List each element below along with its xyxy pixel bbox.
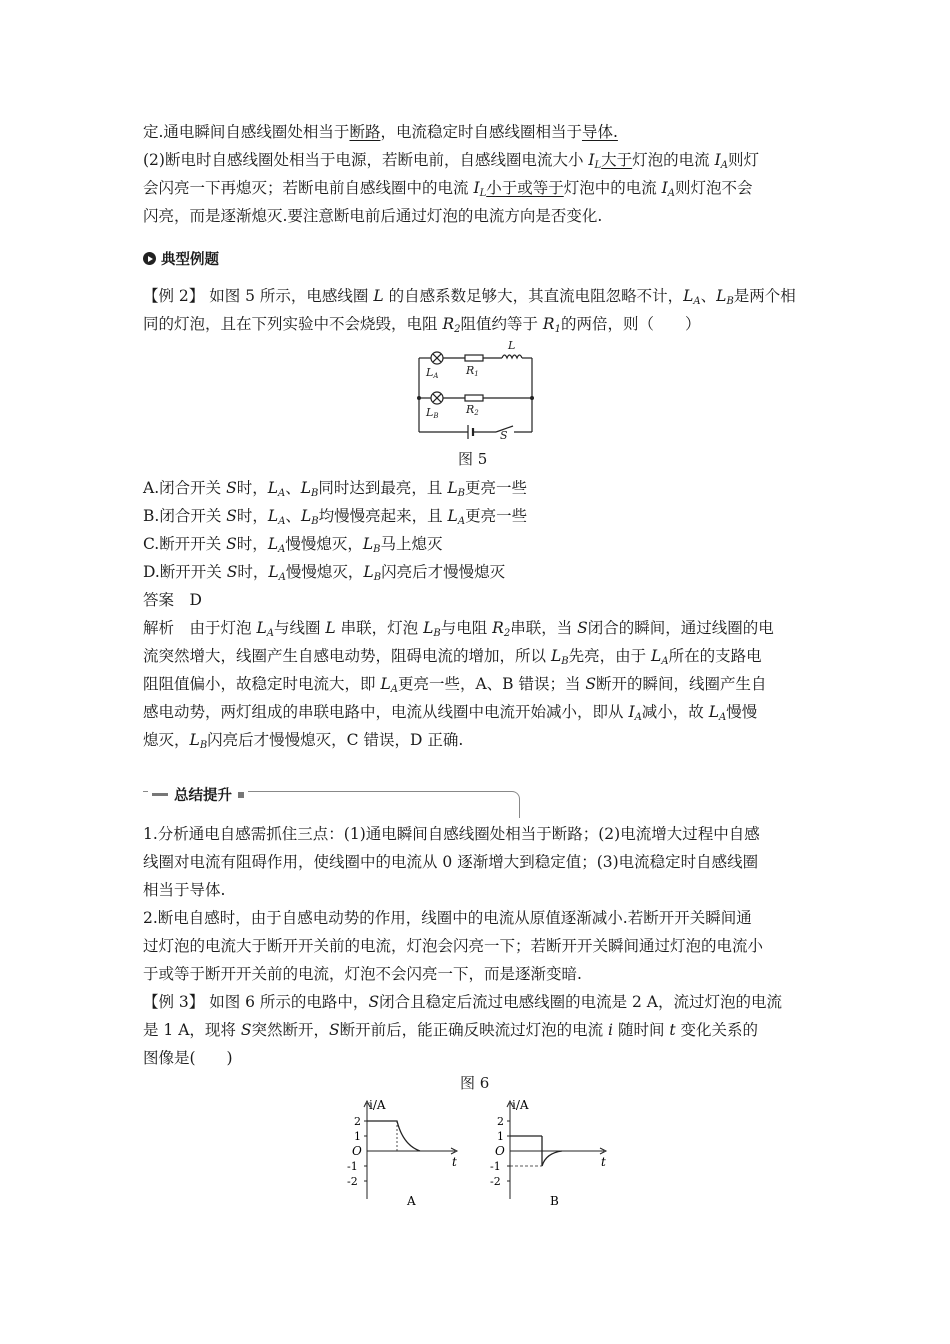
label-l: L	[508, 340, 516, 352]
graph-option-b	[480, 1095, 615, 1215]
graph-a-name: A	[407, 1194, 416, 1208]
summary-title: 总结提升	[148, 784, 248, 805]
analysis-line-3: 阻阻值偏小，故稳定时电流大，即 $L_A$更亮一些，A、B 错误；当 S断开的瞬间，线圈产生自	[143, 675, 767, 695]
summary-line-6: 于或等于断开开关前的电流，灯泡不会闪亮一下，而是逐渐变暗.	[143, 965, 582, 983]
example2-question-line-1: 【例 2】 如图 5 所示，电感线圈 L 的自感系数足够大，其直流电阻忽略不计，$L_A$、$L_B$是两个相	[143, 287, 796, 307]
summary-line-3: 相当于导体.	[143, 881, 226, 899]
play-circle-icon	[143, 252, 156, 265]
label-r2: R2	[466, 403, 479, 417]
underlined-answer-conductor: 导体.	[581, 123, 618, 141]
summary-line-5: 过灯泡的电流大于断开开关前的电流，灯泡会闪亮一下；若断开开关瞬间通过灯泡的电流小	[143, 937, 764, 955]
example3-question-line-3: 图像是( )	[143, 1049, 233, 1067]
intro-line-1: 定.通电瞬间自感线圈处相当于断路，电流稳定时自感线圈相当于导体.	[143, 123, 618, 141]
graph-b-tick-neg2: -2	[490, 1175, 501, 1188]
graph-a-tick-2: 2	[354, 1115, 361, 1128]
graph-a-xlabel: t	[452, 1155, 457, 1169]
graph-b-xlabel: t	[601, 1155, 606, 1169]
summary-line-1: 1.分析通电自感需抓住三点：(1)通电瞬间自感线圈处相当于断路；(2)电流增大过程中自感	[143, 825, 760, 843]
option-a: A.闭合开关 S时，$L_A$、$L_B$同时达到最亮，且 $L_B$更亮一些	[143, 479, 528, 499]
graph-a-origin: O	[352, 1144, 362, 1158]
graph-b-tick-2: 2	[497, 1115, 504, 1128]
underlined-answer-less-or-equal: 小于或等于	[486, 179, 564, 197]
figure-6-caption: 图 6	[460, 1074, 490, 1092]
label-la: LA	[426, 366, 439, 380]
option-d: D.断开开关 S时，$L_A$慢慢熄灭，$L_B$闪亮后才慢慢熄灭	[143, 563, 506, 583]
graph-b-ylabel: i/A	[512, 1098, 529, 1112]
resistor-r1-icon	[465, 355, 483, 361]
summary-line-4: 2.断电自感时，由于自感电动势的作用，线圈中的电流从原值逐渐减小.若断开开关瞬间通	[143, 909, 752, 927]
graph-a-tick-neg1: -1	[347, 1160, 358, 1173]
option-c: C.断开开关 S时，$L_A$慢慢熄灭，$L_B$马上熄灭	[143, 535, 443, 555]
option-b: B.闭合开关 S时，$L_A$、$L_B$均慢慢亮起来，且 $L_A$更亮一些	[143, 507, 528, 527]
analysis-line-2: 流突然增大，线圈产生自感电动势，阻碍电流的增加，所以 $L_B$先亮，由于 $L_A$所在的支路电	[143, 647, 762, 667]
graph-b-tick-neg1: -1	[490, 1160, 501, 1173]
graph-b-origin: O	[495, 1144, 505, 1158]
square-decoration-icon	[238, 792, 244, 798]
analysis-line-4: 感电动势，两灯组成的串联电路中，电流从线圈中电流开始减小，即从 $I_A$减小，故 $L_A$慢慢	[143, 703, 758, 723]
label-lb: LB	[426, 406, 439, 420]
circuit-diagram-figure-5	[410, 340, 540, 440]
label-s: S	[500, 429, 508, 440]
underlined-answer-greater: 大于	[601, 151, 633, 169]
label-r1: R1	[466, 364, 479, 378]
figure-5-caption: 图 5	[458, 450, 488, 468]
intro-line-4: 闪亮，而是逐渐熄灭.要注意断电前后通过灯泡的电流方向是否变化.	[143, 207, 603, 225]
graph-a-curve	[367, 1121, 420, 1151]
graph-a-tick-neg2: -2	[347, 1175, 358, 1188]
summary-line-2: 线圈对电流有阻碍作用，使线圈中的电流从 0 逐渐增大到稳定值；(3)电流稳定时自感线圈	[143, 853, 759, 871]
lamp-b-icon	[431, 392, 443, 404]
battery-icon	[468, 425, 473, 439]
intro-line-2: (2)断电时自感线圈处相当于电源，若断电前，自感线圈电流大小 $I_L$大于灯泡的电流 $I_A$则灯	[143, 151, 759, 171]
example3-question-line-2: 是 1 A，现将 S突然断开，S断开前后，能正确反映流过灯泡的电流 i 随时间 t 变化关系的	[143, 1021, 759, 1039]
dash-decoration-icon	[152, 793, 168, 796]
graph-a-ylabel: i/A	[369, 1098, 386, 1112]
example3-question-line-1: 【例 3】 如图 6 所示的电路中，S闭合且稳定后流过电感线圈的电流是 2 A，流过灯泡的电流	[143, 993, 782, 1011]
resistor-r2-icon	[465, 395, 483, 401]
example2-question-line-2: 同的灯泡，且在下列实验中不会烧毁，电阻 $R_2$阻值约等于 $R_1$的两倍，则（ ）	[143, 315, 701, 335]
graph-option-a	[335, 1095, 465, 1215]
lamp-a-icon	[431, 352, 443, 364]
section-heading: 典型例题	[143, 248, 219, 269]
analysis-line-1: 解析 由于灯泡 $L_A$与线圈 L 串联，灯泡 $L_B$与电阻 $R_2$串联，当 S闭合的瞬间，通过线圈的电	[143, 619, 774, 639]
graph-a-tick-1: 1	[354, 1130, 361, 1143]
answer: 答案 D	[143, 591, 202, 609]
graph-b-name: B	[550, 1194, 559, 1208]
analysis-line-5: 熄灭，$L_B$闪亮后才慢慢熄灭，C 错误，D 正确.	[143, 731, 464, 751]
graph-b-tick-1: 1	[497, 1130, 504, 1143]
intro-line-3: 会闪亮一下再熄灭；若断电前自感线圈中的电流 $I_L$小于或等于灯泡中的电流 $I_A$则灯泡不会	[143, 179, 753, 199]
underlined-answer-open-circuit: 断路	[349, 123, 381, 141]
